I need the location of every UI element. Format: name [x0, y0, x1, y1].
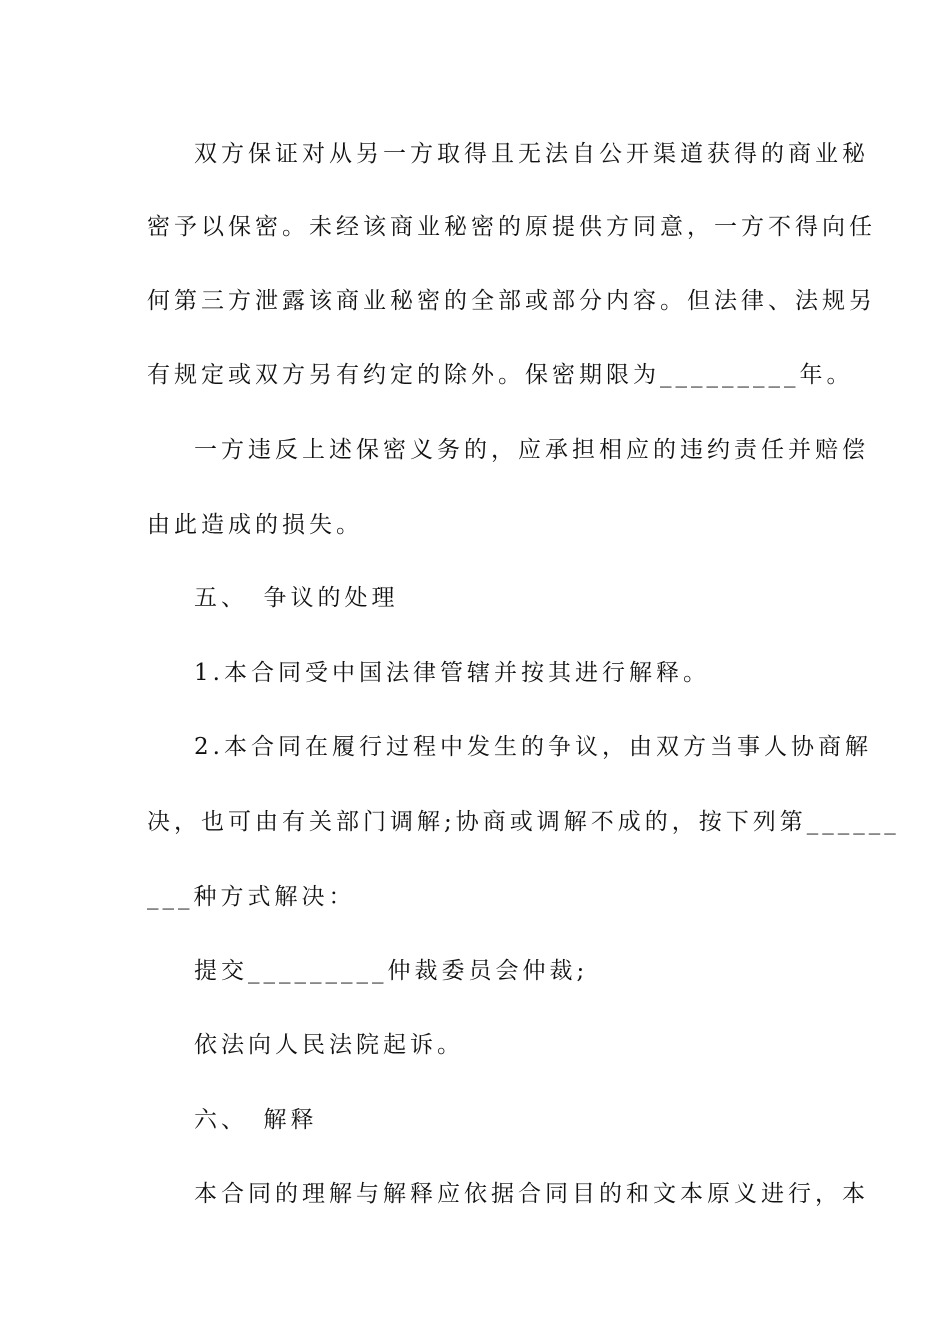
paragraph-breach-line-1: 一方违反上述保密义务的，应承担相应的违约责任并赔偿 — [194, 437, 869, 463]
section-heading-dispute: 五、 争议的处理 — [194, 585, 399, 611]
clause-governing-law: 1.本合同受中国法律管辖并按其进行解释。 — [194, 660, 710, 686]
clause-dispute-line-1: 2.本合同在履行过程中发生的争议，由双方当事人协商解 — [194, 734, 872, 760]
paragraph-confidentiality-line-2: 密予以保密。未经该商业秘密的原提供方同意，一方不得向任 — [147, 214, 876, 240]
option-arbitration: 提交_________仲裁委员会仲裁; — [194, 958, 589, 984]
clause-dispute-line-3: ___种方式解决： — [147, 884, 356, 910]
section-heading-interpretation: 六、 解释 — [194, 1107, 318, 1133]
paragraph-confidentiality-line-1: 双方保证对从另一方取得且无法自公开渠道获得的商业秘 — [194, 141, 869, 167]
paragraph-confidentiality-line-4: 有规定或双方另有约定的除外。保密期限为_________年。 — [147, 362, 854, 388]
clause-dispute-line-2: 决，也可由有关部门调解;协商或调解不成的，按下列第______ — [147, 809, 900, 835]
paragraph-confidentiality-line-3: 何第三方泄露该商业秘密的全部或部分内容。但法律、法规另 — [147, 288, 876, 314]
option-litigation: 依法向人民法院起诉。 — [194, 1032, 464, 1058]
paragraph-breach-line-2: 由此造成的损失。 — [147, 512, 363, 538]
paragraph-interpretation-line-1: 本合同的理解与解释应依据合同目的和文本原义进行，本 — [194, 1181, 869, 1207]
